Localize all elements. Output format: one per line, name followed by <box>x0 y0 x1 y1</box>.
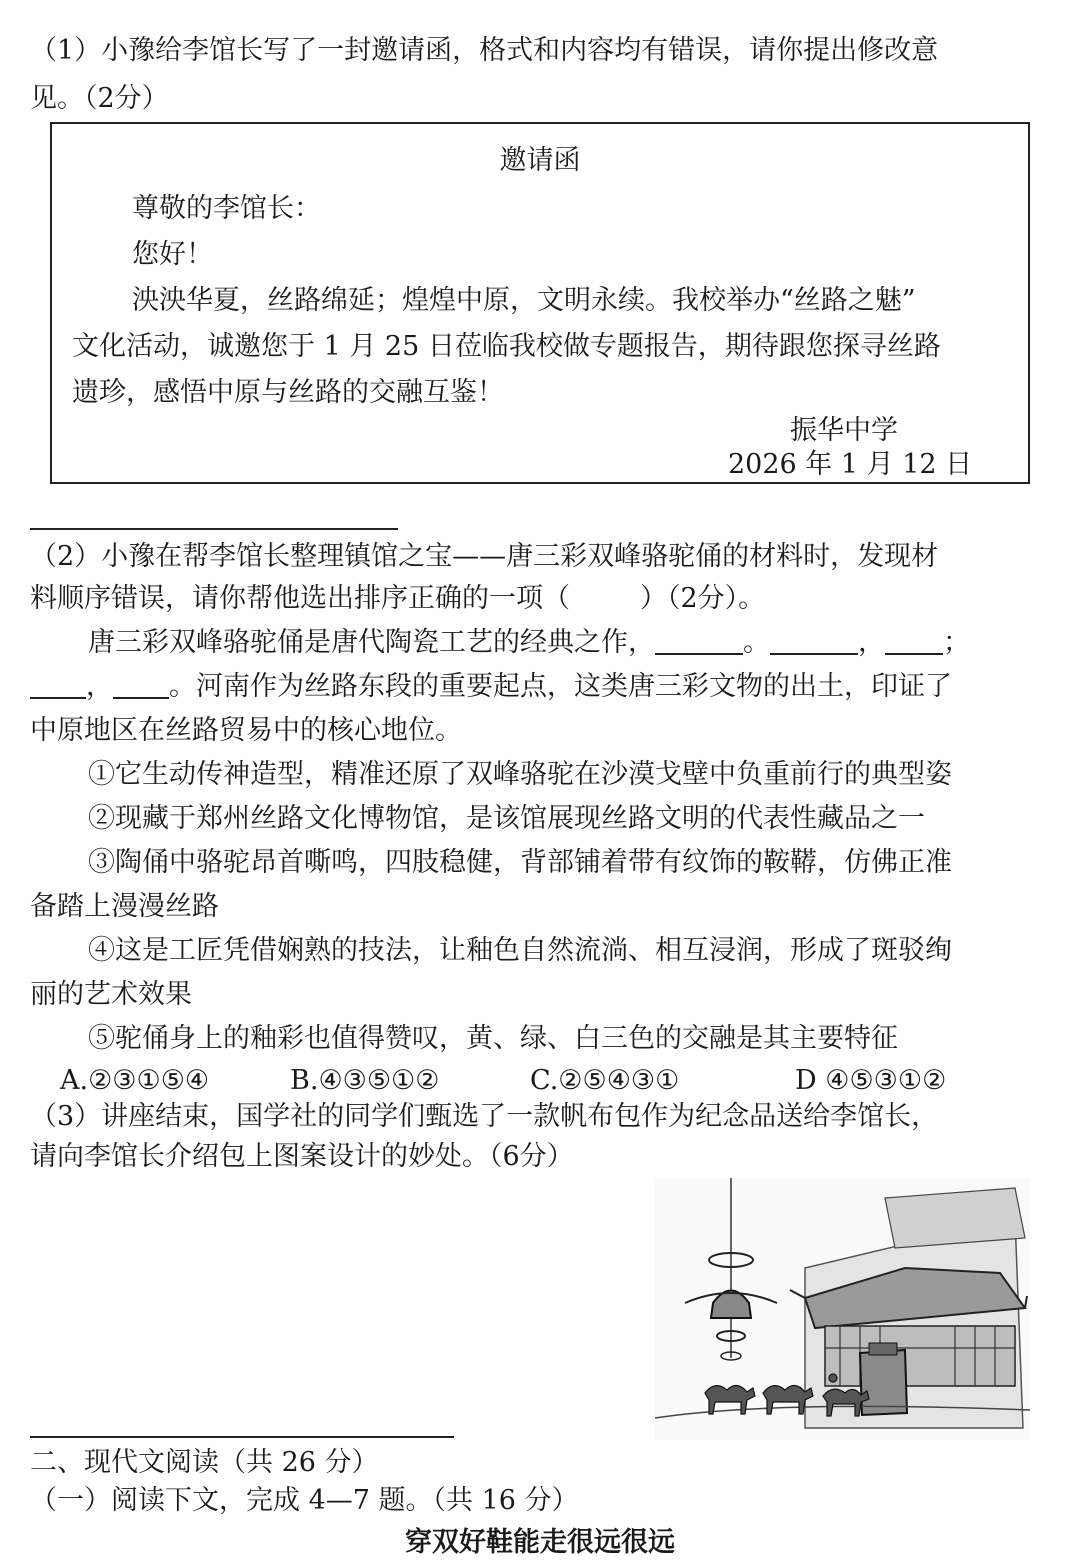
q2-line1: （2）小豫在帮李馆长整理镇馆之宝——唐三彩双峰骆驼俑的材料时，发现材 <box>30 541 939 572</box>
passage-text: 。河南作为丝路东段的重要起点，这类唐三彩文物的出土，印证了 <box>169 671 952 702</box>
option-d-label: D <box>795 1065 817 1096</box>
option-c-label: C. <box>530 1065 559 1096</box>
fill-blank-2[interactable] <box>770 623 858 655</box>
section2-heading: 二、现代文阅读（共 26 分） <box>30 1447 379 1478</box>
section-divider-rule <box>30 528 398 530</box>
fill-blank-3[interactable] <box>885 623 943 655</box>
fill-blank-1[interactable] <box>655 623 743 655</box>
passage-punct: ， <box>858 627 885 658</box>
letter-greeting: 您好！ <box>132 239 213 270</box>
q2-passage-line3: 中原地区在丝路贸易中的核心地位。 <box>30 715 462 746</box>
q2-item-3-line2: 备踏上漫漫丝路 <box>30 891 219 922</box>
q2-item-4-line1: ④这是工匠凭借娴熟的技法，让釉色自然流淌、相互浸润，形成了斑驳绚 <box>88 935 952 966</box>
option-b-label: B. <box>290 1065 319 1096</box>
q2-line2-score: ）（2分）。 <box>640 583 766 614</box>
letter-body-line3: 遗珍，感悟中原与丝路的交融互鉴！ <box>72 377 504 408</box>
section-divider-rule-2 <box>30 1436 454 1438</box>
q1-line2: 见。（2分） <box>30 83 169 114</box>
letter-body-line1: 泱泱华夏，丝路绵延；煌煌中原，文明永续。我校举办“丝路之魅” <box>132 285 916 316</box>
q3-line2: 请向李馆长介绍包上图案设计的妙处。（6分） <box>30 1141 574 1172</box>
option-c-value: ②⑤④③① <box>558 1065 680 1096</box>
passage-text: 唐三彩双峰骆驼俑是唐代陶瓷工艺的经典之作， <box>88 627 655 658</box>
q2-passage-line1 <box>88 620 1080 666</box>
q2-passage-line2 <box>30 664 1060 710</box>
passage-punct: ， <box>86 671 113 702</box>
q2-item-5: ⑤驼俑身上的釉彩也值得赞叹，黄、绿、白三色的交融是其主要特征 <box>88 1023 898 1054</box>
q1-line1: （1）小豫给李馆长写了一封邀请函，格式和内容均有错误，请你提出修改意 <box>30 35 939 66</box>
invitation-letter-box <box>50 122 1030 484</box>
q3-line1: （3）讲座结束，国学社的同学们甄选了一款帆布包作为纪念品送给李馆长， <box>30 1101 939 1132</box>
q2-item-1: ①它生动传神造型，精准还原了双峰骆驼在沙漠戈壁中负重前行的典型姿 <box>88 759 952 790</box>
q2-item-3-line1: ③陶俑中骆驼昂首嘶鸣，四肢稳健，背部铺着带有纹饰的鞍鞯，仿佛正准 <box>88 847 952 878</box>
fill-blank-5[interactable] <box>113 667 169 699</box>
q2-item-2: ②现藏于郑州丝路文化博物馆，是该馆展现丝路文明的代表性藏品之一 <box>88 803 925 834</box>
option-b-value: ④③⑤①② <box>318 1065 440 1096</box>
letter-salutation: 尊敬的李馆长： <box>132 193 321 224</box>
letter-body-line2: 文化活动，诚邀您于 1 月 25 日莅临我校做专题报告，期待跟您探寻丝路 <box>72 331 941 362</box>
fill-blank-4[interactable] <box>30 667 86 699</box>
q2-line2-text: 料顺序错误，请你帮他选出排序正确的一项（ <box>30 583 570 614</box>
passage-punct: 。 <box>743 627 770 658</box>
letter-signature: 振华中学 <box>790 415 898 446</box>
q2-line2 <box>30 576 1060 622</box>
section2-subheading: （一）阅读下文，完成 4—7 题。（共 16 分） <box>30 1485 579 1516</box>
q2-item-4-line2: 丽的艺术效果 <box>30 979 192 1010</box>
option-a-label: A. <box>60 1065 89 1096</box>
bag-pattern-illustration <box>655 1178 1030 1440</box>
option-d-value: ④⑤③①② <box>825 1065 947 1096</box>
option-a-value: ②③①⑤④ <box>88 1065 210 1096</box>
article-title: 穿双好鞋能走很远很远 <box>405 1527 675 1558</box>
letter-date: 2026 年 1 月 12 日 <box>728 449 973 480</box>
passage-punct: ； <box>943 627 970 658</box>
letter-title: 邀请函 <box>499 145 581 176</box>
